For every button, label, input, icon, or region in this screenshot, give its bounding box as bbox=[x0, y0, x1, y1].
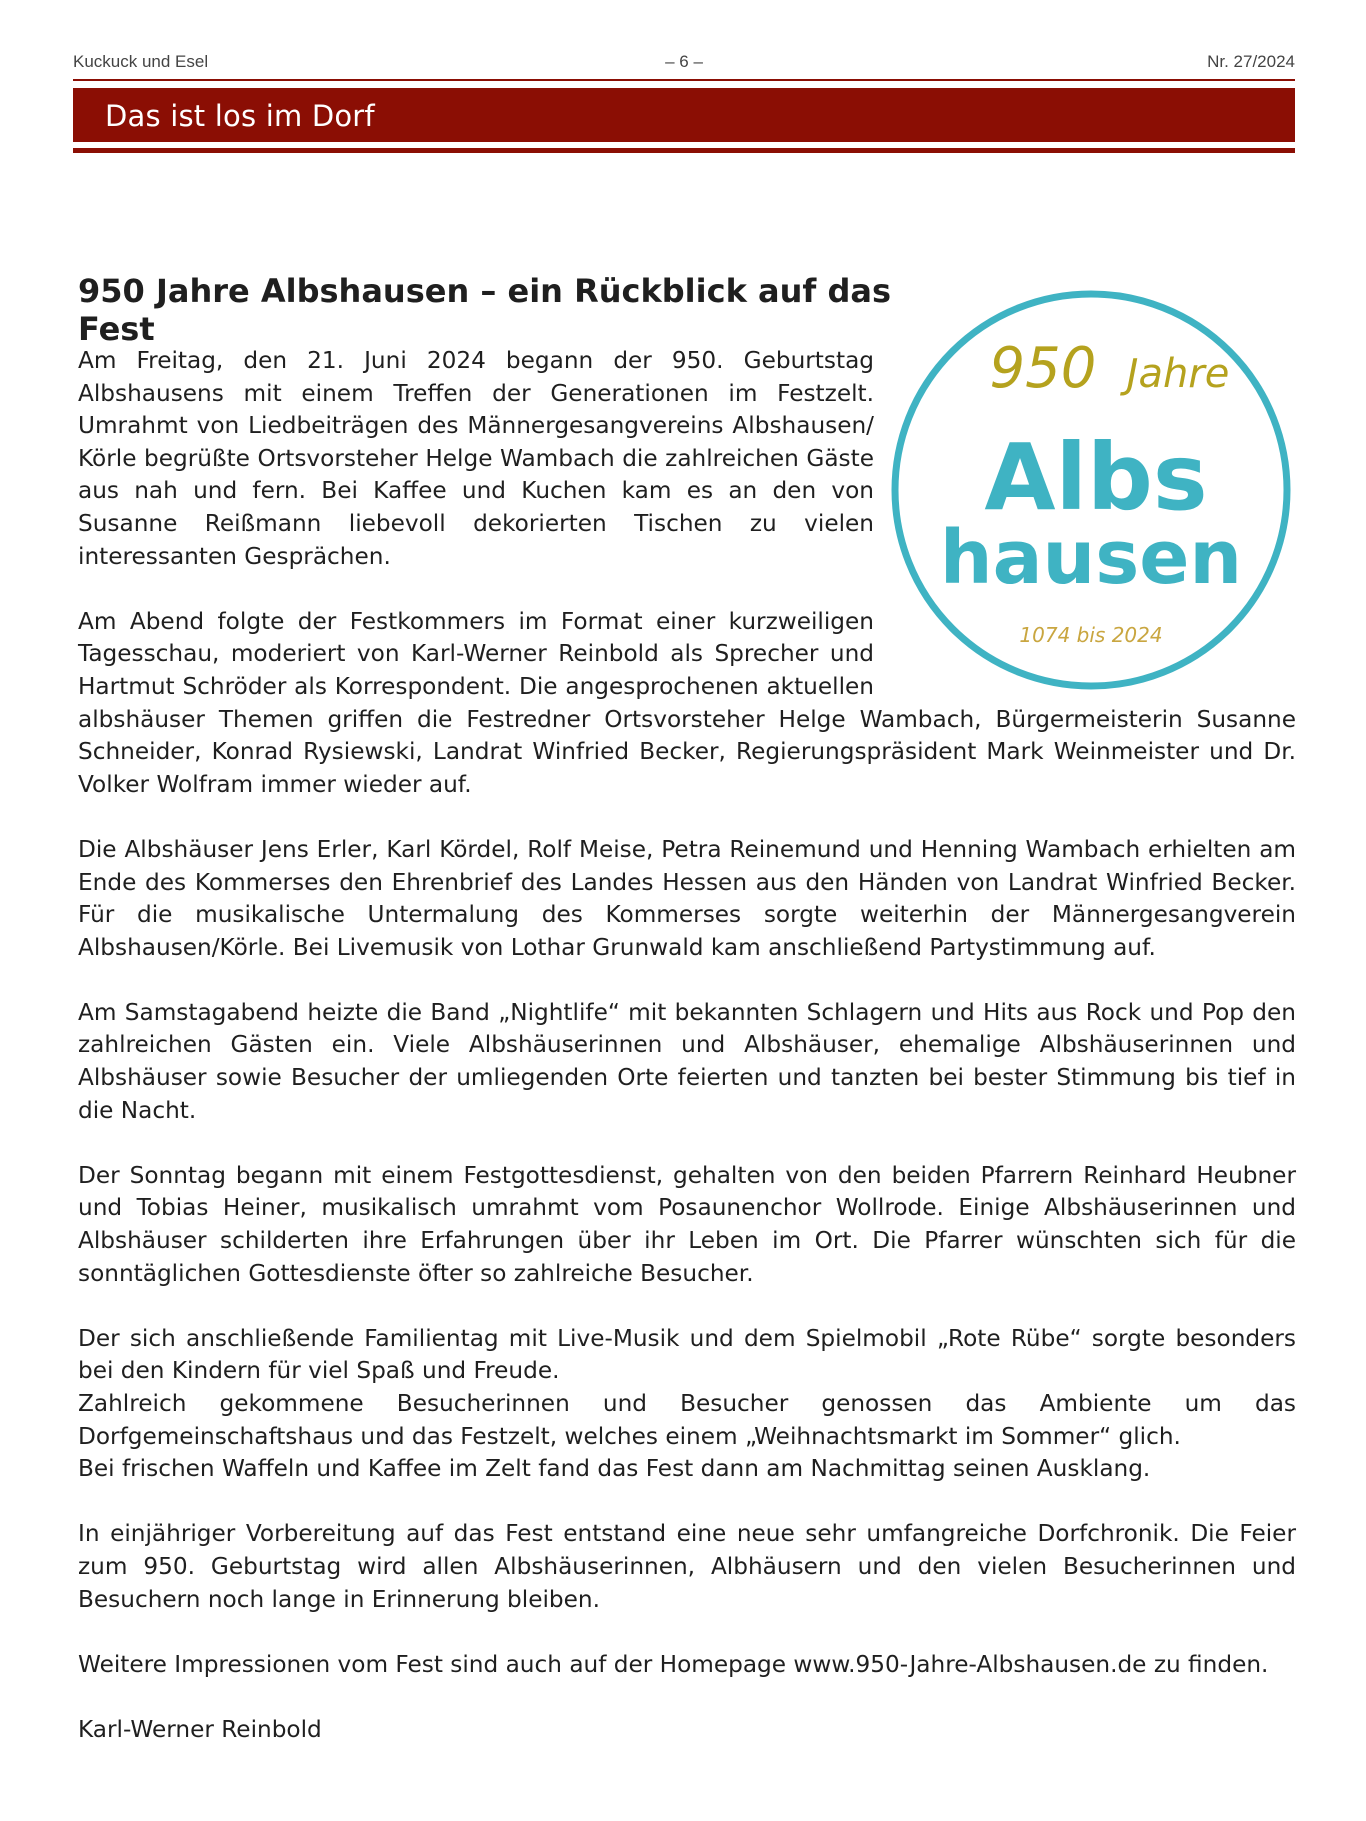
running-head bbox=[73, 52, 1295, 78]
paragraph-homepage: Weitere Impressionen vom Fest sind auch auf der Homepage www.950-Jahre-Albshausen.de zu finden. bbox=[78, 1650, 1269, 1678]
publication-name: Kuckuck und Esel bbox=[73, 52, 209, 71]
paragraph-kommers: Am Abend folgte der Festkommers im Format einer kurzweiligen Tagesschau, moderiert von Karl-Werner Reinbold als Sprecher und Hartmut Schröder als Korrespondent. Die angesprochenen aktuellen albshäuser Themen griffen die Festredner Ortsvorsteher Helge Wambach, Bürgermeisterin Susanne Schneider, Konrad Rysiewski, Landrat Winfried Becker, Regierungspräsident Mark Weinmeister und Dr. Volker Wolfram immer wieder auf. bbox=[78, 607, 1296, 798]
section-rule bbox=[73, 148, 1295, 153]
paragraph-saturday: Am Samstagabend heizte die Band „Nightlife“ mit bekannten Schlagern und Hits aus Rock und Pop den zahlreichen Gästen ein. Viele Albshäuserinnen und Albshäuser, ehemalige Albshäuserinnen und Albshäuser sowie Besucher der umliegenden Orte feierten und tanzten bei bester Stimmung bis tief in die Nacht. bbox=[78, 998, 1296, 1124]
section-title: Das ist los im Dorf bbox=[105, 99, 375, 133]
header-rule bbox=[73, 79, 1295, 81]
section-banner bbox=[73, 88, 1295, 142]
logo-float-space bbox=[874, 345, 1296, 699]
logo-number: 950 bbox=[989, 336, 1097, 401]
paragraph-familientag: Der sich anschließende Familientag mit Live-Musik und dem Spielmobil „Rote Rübe“ sorgte besonders bei den Kindern für viel Spaß und Freude. bbox=[78, 1324, 1296, 1385]
logo-hausen: hausen bbox=[939, 515, 1243, 601]
logo-word: Jahre bbox=[1126, 351, 1230, 397]
page-number: – 6 – bbox=[665, 52, 703, 71]
paragraph-ehrenbrief: Die Albshäuser Jens Erler, Karl Kördel, Rolf Meise, Petra Reinemund und Henning Wambach erhielten am Ende des Kommerses den Ehrenbrief des Landes Hessen aus den Händen von Landrat Winfried Becker. Für die musikalische Untermalung des Kommerses sorgte weiterhin der Männergesangverein Albshausen/Körle. Bei Livemusik von Lothar Grunwald kam anschließend Partystimmung auf. bbox=[78, 835, 1296, 961]
paragraph-sunday: Der Sonntag begann mit einem Festgottesdienst, gehalten von den beiden Pfarrern Reinhard Heubner und Tobias Heiner, musikalisch umrahmt vom Posaunenchor Wollrode. Einige Albshäuserinnen und Albshäuser schilderten ihre Erfahrungen über ihr Leben im Ort. Die Pfarrer wünschten sich für die sonntäglichen Gottesdienste öfter so zahlreiche Besucher. bbox=[78, 1161, 1296, 1287]
issue-number: Nr. 27/2024 bbox=[1207, 52, 1295, 71]
logo-years: 1074 bis 2024 bbox=[1019, 623, 1163, 647]
article-author: Karl-Werner Reinbold bbox=[78, 1715, 322, 1743]
article-headline: 950 Jahre Albshausen – ein Rückblick auf das Fest bbox=[78, 272, 891, 348]
paragraph-ausklang: Bei frischen Waffeln und Kaffee im Zelt fand das Fest dann am Nachmittag seinen Ausklang. bbox=[78, 1455, 1151, 1483]
paragraph-friday: Am Freitag, den 21. Juni 2024 begann der 950. Geburtstag Albshausens mit einem Treffen der Generationen im Festzelt. Umrahmt von Liedbeiträgen des Männergesangvereins Albshausen/ Körle begrüßte Ortsvorsteher Helge Wambach die zahlreichen Gäste aus nah und fern. Bei Kaffee und Kuchen kam es an den von Susanne Reißmann liebevoll dekorierten Tischen zu vielen interessanten Gesprächen. bbox=[78, 347, 874, 570]
paragraph-chronik: In einjähriger Vorbereitung auf das Fest entstand eine neue sehr umfangreiche Dorfchronik. Die Feier zum 950. Geburtstag wird allen Albshäuserinnen, Albhäusern und den vielen Besucherinnen und Besuchern noch lange in Erinnerung bleiben. bbox=[78, 1520, 1296, 1613]
logo-albs: Albs bbox=[984, 424, 1208, 531]
article-body bbox=[78, 345, 1296, 1779]
paragraph-ambiente: Zahlreich gekommene Besucherinnen und Besucher genossen das Ambiente um das Dorfgemeinschaftshaus und das Festzelt, welches einem „Weihnachtsmarkt im Sommer“ glich. bbox=[78, 1390, 1296, 1450]
